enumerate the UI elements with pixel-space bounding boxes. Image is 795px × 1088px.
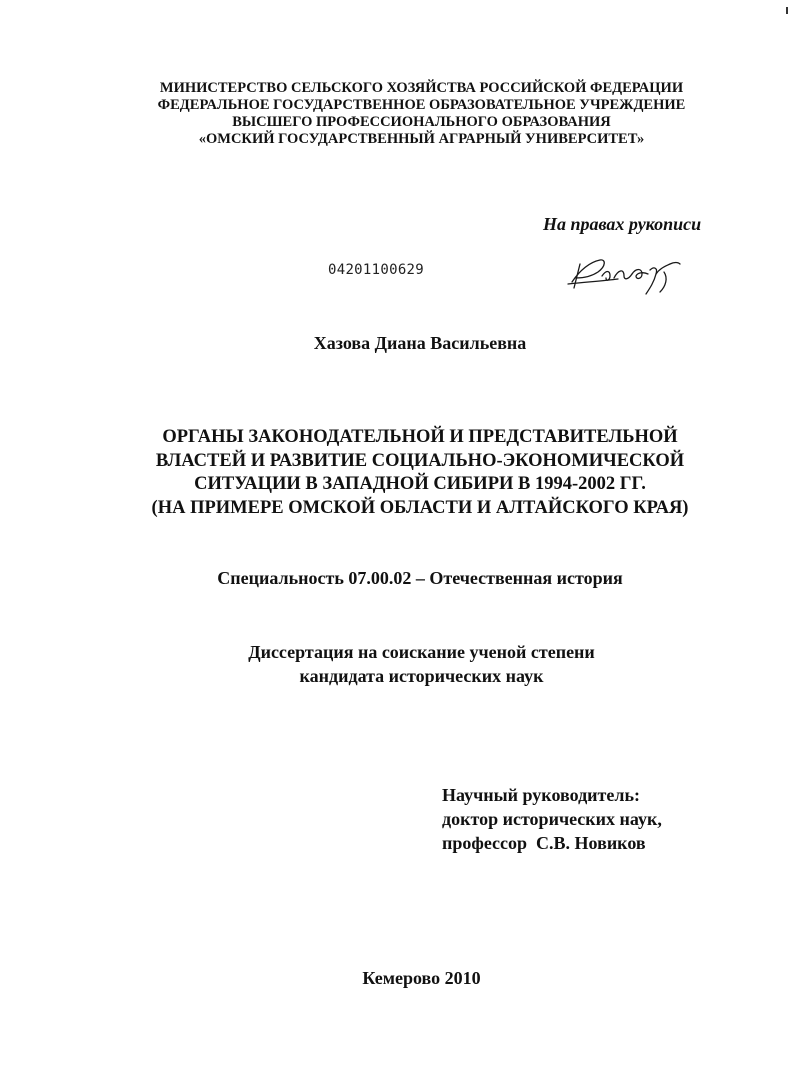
title-line: (НА ПРИМЕРЕ ОМСКОЙ ОБЛАСТИ И АЛТАЙСКОГО КРАЯ) (151, 497, 689, 518)
title-line: СИТУАЦИИ В ЗАПАДНОЙ СИБИРИ В 1994-2002 ГГ. (194, 474, 646, 494)
header-line: «ОМСКИЙ ГОСУДАРСТВЕННЫЙ АГРАРНЫЙ УНИВЕРСИТЕТ» (198, 131, 645, 147)
archive-number: 04201100629 (328, 262, 425, 278)
scan-speck (786, 7, 788, 14)
author-name: Хазова Диана Васильевна (313, 333, 527, 353)
header-line: ФЕДЕРАЛЬНОЕ ГОСУДАРСТВЕННОЕ ОБРАЗОВАТЕЛЬНОЕ УЧРЕЖДЕНИЕ (157, 97, 686, 113)
degree-line: кандидата исторических наук (299, 666, 544, 686)
header-line: ВЫСШЕГО ПРОФЕССИОНАЛЬНОГО ОБРАЗОВАНИЯ (232, 114, 611, 130)
scientific-supervisor (442, 783, 662, 855)
institution-header (0, 80, 795, 148)
degree-line: Диссертация на соискание ученой степени (248, 642, 595, 662)
supervisor-line: доктор исторических наук, (442, 809, 662, 829)
title-line: ОРГАНЫ ЗАКОНОДАТЕЛЬНОЙ И ПРЕДСТАВИТЕЛЬНОЙ (162, 427, 678, 447)
specialty: Специальность 07.00.02 – Отечественная история (217, 568, 623, 588)
supervisor-line: Научный руководитель: (442, 785, 640, 805)
dissertation-title (0, 426, 795, 520)
supervisor-line: профессор С.В. Новиков (442, 833, 646, 853)
city-and-year: Кемерово 2010 (362, 968, 481, 988)
title-line: ВЛАСТЕЙ И РАЗВИТИЕ СОЦИАЛЬНО-ЭКОНОМИЧЕСКОЙ (155, 450, 685, 471)
degree-statement (0, 640, 795, 688)
handwritten-signature (566, 252, 696, 298)
manuscript-note: На правах рукописи (543, 214, 702, 234)
header-line: МИНИСТЕРСТВО СЕЛЬСКОГО ХОЗЯЙСТВА РОССИЙСКОЙ ФЕДЕРАЦИИ (159, 80, 684, 96)
